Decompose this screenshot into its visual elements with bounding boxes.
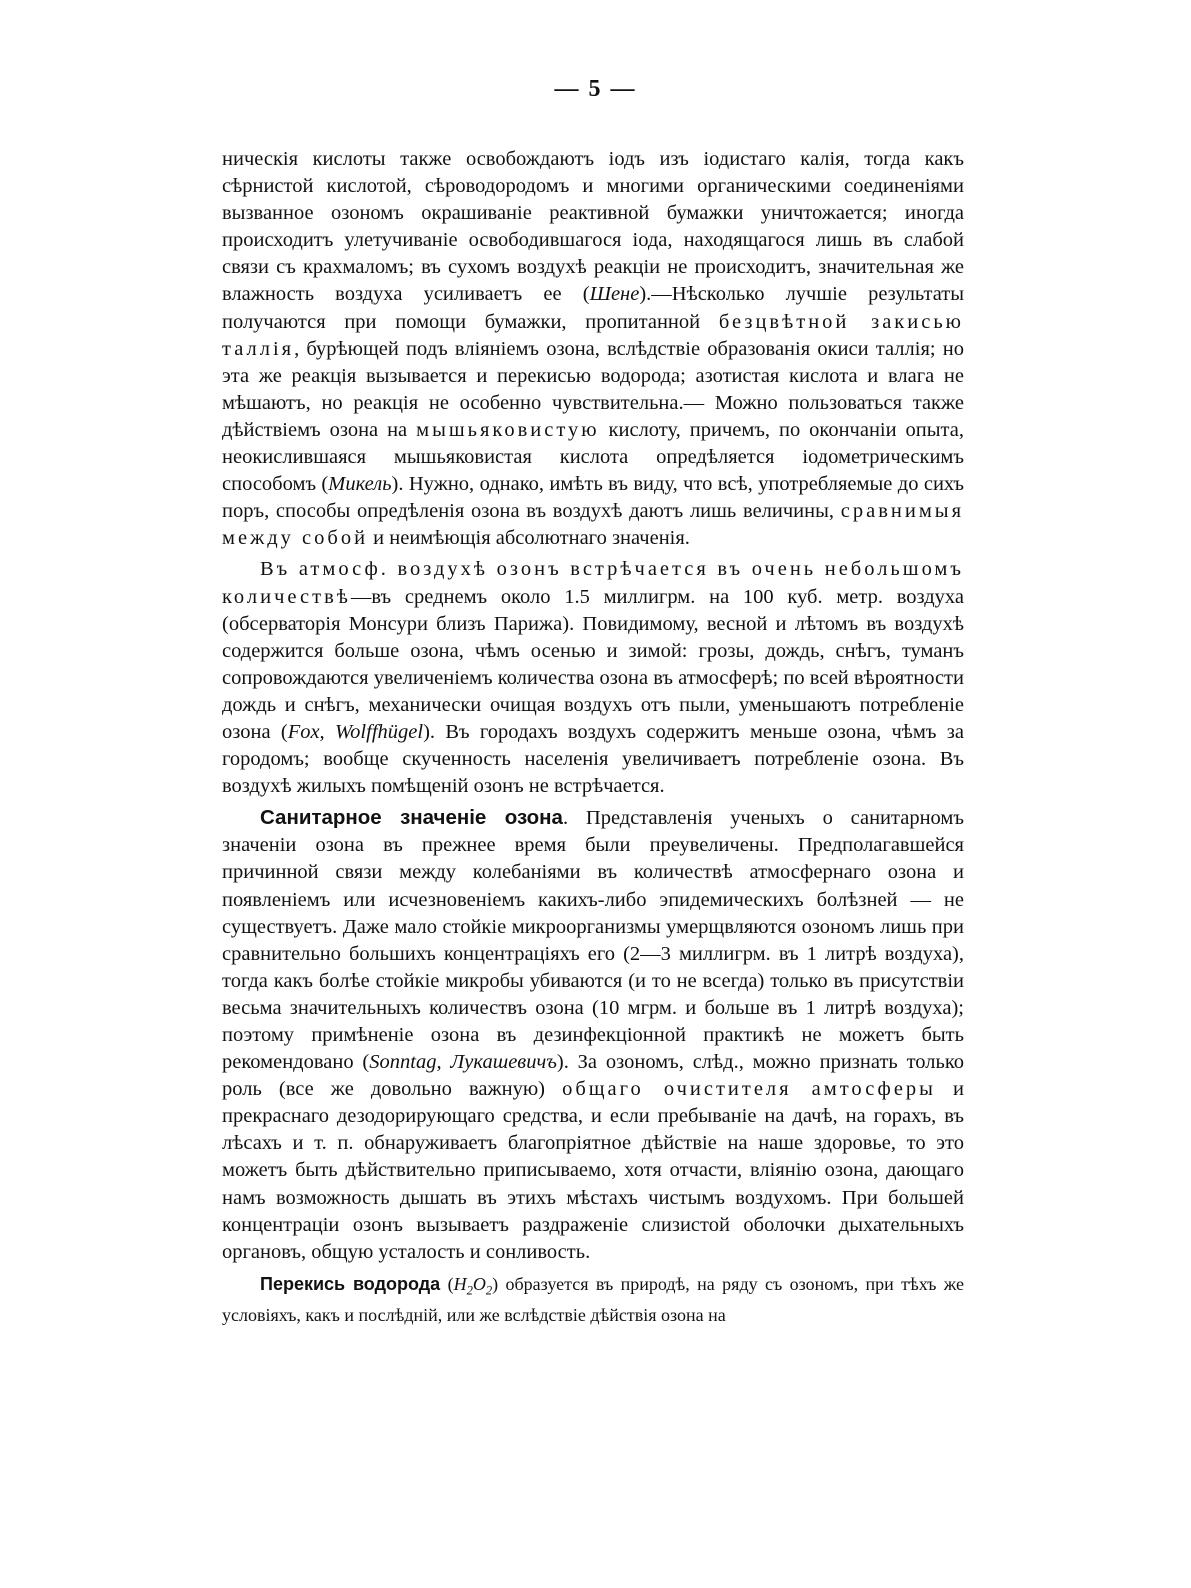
author-citation: Fox, Wolffhügel (287, 720, 424, 743)
section-heading: Перекись водорода (260, 1273, 441, 1294)
paragraph-atmospheric-ozone: Въ атмосф. воздухѣ озонъ встрѣчается въ очень небольшомъ количествѣ—въ среднемъ около 1.5 миллигрм. на 100 куб. метр. воздуха (обсерваторія Монсури близъ Парижа). Повидимому, весной и лѣтомъ въ воздухѣ содержится больше озона, чѣмъ осенью и зимой: грозы, дождь, снѣгъ, туманъ сопровождаются увеличеніемъ количества озона въ атмосферѣ; по всей вѣроятности дождь и снѣгъ, механически очищая воздухъ отъ пыли, уменьшаютъ потребленіе озона (Fox, Wolffhügel). Въ городахъ воздухъ содержитъ меньше озона, чѣмъ за городомъ; вообще скученность населенія увеличиваетъ потребленіе озона. Въ воздухѣ жилыхъ помѣщеній озонъ не встрѣчается. (222, 558, 964, 798)
spaced-emphasis: общаго очистителя амтосферы (562, 1078, 936, 1101)
author-citation: Микель (328, 473, 392, 496)
page-body (222, 146, 964, 1328)
paragraph-ozone-detection: ническія кислоты также освобождаютъ іодъ изъ іодистаго калія, тогда какъ сѣрнистой кислотой, сѣроводородомъ и многими органическими соединеніями вызванное озономъ окрашиваніе реактивной бумажки уничтожается; иногда происходитъ улетучиваніе освободившагося іода, находящагося лишь въ слабой связи съ крахмаломъ; въ сухомъ воздухѣ реакціи не происходитъ, значительная же влажность воздуха усиливаетъ ее (Шене).—Нѣсколько лучшіе результаты получаются при помощи бумажки, пропитанной безцвѣтной закисью таллія, бурѣющей подъ вліяніемъ озона, вслѣдствіе образованія окиси таллія; но эта же реакція вызывается и перекисью водорода; азотистая кислота и влага не мѣшаютъ, но реакція не особенно чувствительна.— Можно пользоваться также дѣйствіемъ озона на мышьяковистую кислоту, причемъ, по окончаніи опыта, неокислившаяся мышьяковистая кислота опредѣляется іодометрическимъ способомъ (Микель). Нужно, однако, имѣть въ виду, что всѣ, употребляемые до сихъ поръ, способы опредѣленія озона въ воздухѣ даютъ лишь величины, сравнимыя между собой и неимѣющія абсолютнаго значенія. (222, 148, 964, 550)
spaced-emphasis: мышьяковистую (416, 418, 600, 441)
paragraph-sanitary-significance: Санитарное значеніе озона. Представленія ученыхъ о санитарномъ значеніи озона въ прежнее время были преувеличены. Предполагавшейся причинной связи между колебаніями въ количествѣ атмосфернаго озона и появленіемъ или исчезновеніемъ какихъ-либо эпидемическихъ болѣзней — не существуетъ. Даже мало стойкіе микроорганизмы умерщвляются озономъ лишь при сравнительно большихъ концентраціяхъ его (2—3 миллигрм. въ 1 литрѣ воздуха), тогда какъ болѣе стойкіе микробы убиваются (и то не всегда) только въ присутствіи весьма значительныхъ количествъ озона (10 мгрм. и больше въ 1 литрѣ воздуха); поэтому примѣненіе озона въ дезинфекціонной практикѣ не можетъ быть рекомендовано (Sonntag, Лукашевичъ). За озономъ, слѣд., можно признать только роль (все же довольно важную) общаго очистителя амтосферы и прекраснаго дезодорирующаго средства, и если пребываніе на дачѣ, на горахъ, въ лѣсахъ и т. п. обнаруживаетъ благопріятное дѣйствіе на наше здоровье, то это можетъ быть дѣйствительно приписываемо, хотя отчасти, вліянію озона, дающаго намъ возможность дышать въ этихъ мѣстахъ чистымъ воздухомъ. При большей концентраціи озонъ вызываетъ раздраженіе слизистой оболочки дыхательныхъ органовъ, общую усталость и сонливость. (222, 806, 965, 1263)
author-citation: Шене (589, 283, 640, 306)
spaced-emphasis: Въ атмосф. воздухѣ озонъ встрѣчается въ очень небольшомъ количествѣ (222, 558, 964, 608)
chemical-formula: $H_2O_2$ (453, 1273, 493, 1298)
page-number: — 5 — (554, 76, 637, 102)
spaced-emphasis: сравнимыя между собой (222, 500, 964, 550)
author-citation: Sonntag, Лукашевичъ (369, 1051, 557, 1074)
spaced-emphasis: безцвѣтной закисью таллія (222, 310, 964, 360)
section-heading: Санитарное значеніе озона (260, 806, 563, 830)
paragraph-hydrogen-peroxide: Перекись водорода $(H_2O_2)$ образуется въ природѣ, на ряду съ озономъ, при тѣхъ же условіяхъ, какъ и послѣдній, или же вслѣдствіе дѣйствія озона на (222, 1273, 964, 1326)
